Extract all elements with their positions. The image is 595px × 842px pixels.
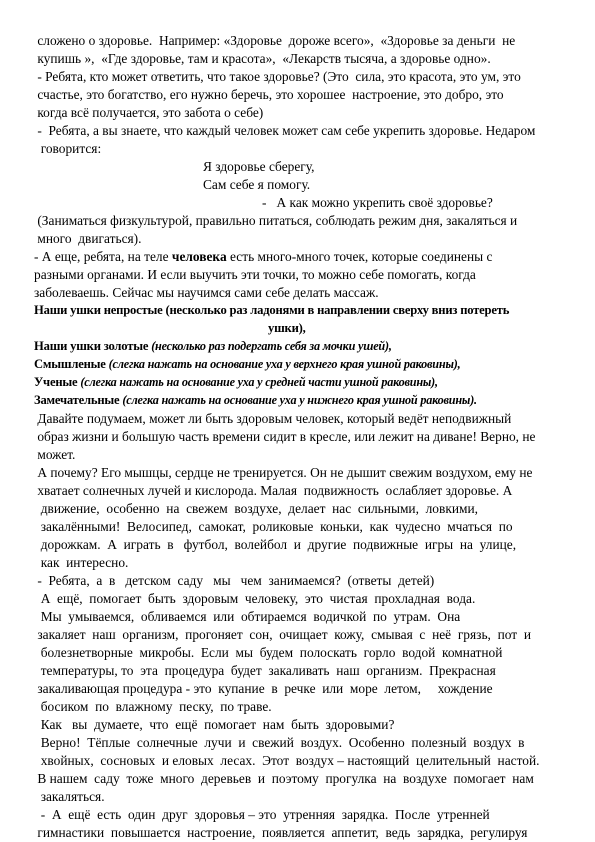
text-line: закаливающая процедура - это купание в речке или море летом, хождение [34, 681, 493, 696]
verse-text: Замечательные [34, 393, 123, 407]
text-line: закаляться. [34, 789, 105, 804]
text-line: как интересно. [34, 555, 129, 570]
text-line: Мы умываемся, обливаемся или обтираемся водичкой по утрам. Она [34, 609, 461, 624]
massage-verse-line [34, 339, 392, 354]
verse-instruction: (слегка нажать на основание уха у средней части ушной раковины), [80, 375, 438, 389]
text-line: закаляет наш организм, прогоняет сон, очищает кожу, смывая с неё грязь, пот и [34, 627, 532, 642]
text-line: движение, особенно на свежем воздухе, делает нас сильными, ловкими, [34, 501, 478, 516]
text-segment: есть много-много точек, которые соединены с [226, 249, 493, 264]
text-line: образ жизни и большую часть времени сидит в кресле, или лежит на диване! Верно, не [34, 429, 536, 444]
text-line: босиком по влажному песку, по траве. [34, 699, 272, 714]
verse-text: Ученые [34, 375, 81, 389]
massage-verse-line [34, 357, 460, 372]
text-line: болезнетворные микробы. Если мы будем полоскать горло водой комнатной [34, 645, 503, 660]
text-line: хвойных, сосновых и еловых лесах. Этот воздух – настоящий целительный настой. [34, 753, 540, 768]
text-line: температуры, то эта процедура будет закаливать наш организм. Прекрасная [34, 663, 496, 678]
text-line: разными органами. И если выучить эти точки, то можно себе помогать, когда [34, 267, 476, 282]
verse-instruction: (несколько раз подергать себя за мочки ушей), [151, 339, 392, 353]
verse-instruction: (слегка нажать на основание уха у нижнего края ушной раковины). [122, 393, 477, 407]
text-line: сложено о здоровье. Например: «Здоровье дороже всего», «Здоровье за деньги не [34, 33, 516, 48]
verse-text: Смышленые [34, 357, 109, 371]
text-line: А ещё, помогает быть здоровым человеку, это чистая прохладная вода. [34, 591, 476, 606]
text-line: - Ребята, а вы знаете, что каждый человек может сам себе укрепить здоровье. Недаром [34, 123, 536, 138]
text-line: - А ещё есть один друг здоровья – это утренняя зарядка. После утренней [34, 807, 490, 822]
massage-verse-line: ушки), [268, 321, 306, 335]
text-line: хватает солнечных лучей и кислорода. Малая подвижность ослабляет здоровье. А [34, 483, 513, 498]
verse-instruction: (слегка нажать на основание уха у верхнего края ушной раковины), [108, 357, 461, 371]
text-line: А почему? Его мышцы, сердце не тренируется. Он не дышит свежим воздухом, ему не [34, 465, 533, 480]
text-line: закалёнными! Велосипед, самокат, роликовые коньки, как чудесно мчаться по [34, 519, 513, 534]
question-line: - А как можно укрепить своё здоровье? [262, 195, 493, 210]
text-line: гимнастики повышается настроение, появляется аппетит, ведь зарядка, регулируя [34, 825, 528, 840]
text-line: В нашем саду тоже много деревьев и поэтому прогулка на воздухе помогает нам [34, 771, 534, 786]
text-line: может. [34, 447, 76, 462]
poem-line: Сам себе я помогу. [203, 177, 311, 192]
text-line: купишь », «Где здоровье, там и красота», «Лекарств тысяча, а здоровье одно». [34, 51, 491, 66]
text-line: много двигаться). [34, 231, 142, 246]
text-line: счастье, это богатство, его нужно беречь, это хорошее настроение, это добро, это [34, 87, 504, 102]
text-line: говорится: [34, 141, 102, 156]
text-line: (Заниматься физкультурой, правильно питаться, соблюдать режим дня, закаляться и [34, 213, 518, 228]
massage-verse-line [34, 393, 477, 408]
text-line: Как вы думаете, что ещё помогает нам быть здоровыми? [34, 717, 395, 732]
verse-text: Наши ушки золотые [34, 339, 152, 353]
text-line: Давайте подумаем, может ли быть здоровым человек, который ведёт неподвижный [34, 411, 512, 426]
text-segment: - А еще, ребята, на теле [34, 249, 172, 264]
text-line: дорожкам. А играть в футбол, волейбол и другие подвижные игры на улице, [34, 537, 517, 552]
text-line: Верно! Тёплые солнечные лучи и свежий воздух. Особенно полезный воздух в [34, 735, 525, 750]
text-line: - Ребята, а в детском саду мы чем занимаемся? (ответы детей) [34, 573, 435, 588]
text-line [34, 249, 492, 264]
poem-line: Я здоровье сберегу, [203, 159, 315, 174]
bold-word: человека [171, 249, 227, 264]
massage-verse-line: Наши ушки непростые (несколько раз ладонями в направлении сверху вниз потереть [34, 303, 510, 317]
text-line: когда всё получается, это забота о себе) [34, 105, 264, 120]
massage-verse-line [34, 375, 438, 390]
text-line: - Ребята, кто может ответить, что такое здоровье? (Это сила, это красота, это ум, это [34, 69, 521, 84]
text-line: заболеваешь. Сейчас мы научимся сами себе делать массаж. [34, 285, 379, 300]
